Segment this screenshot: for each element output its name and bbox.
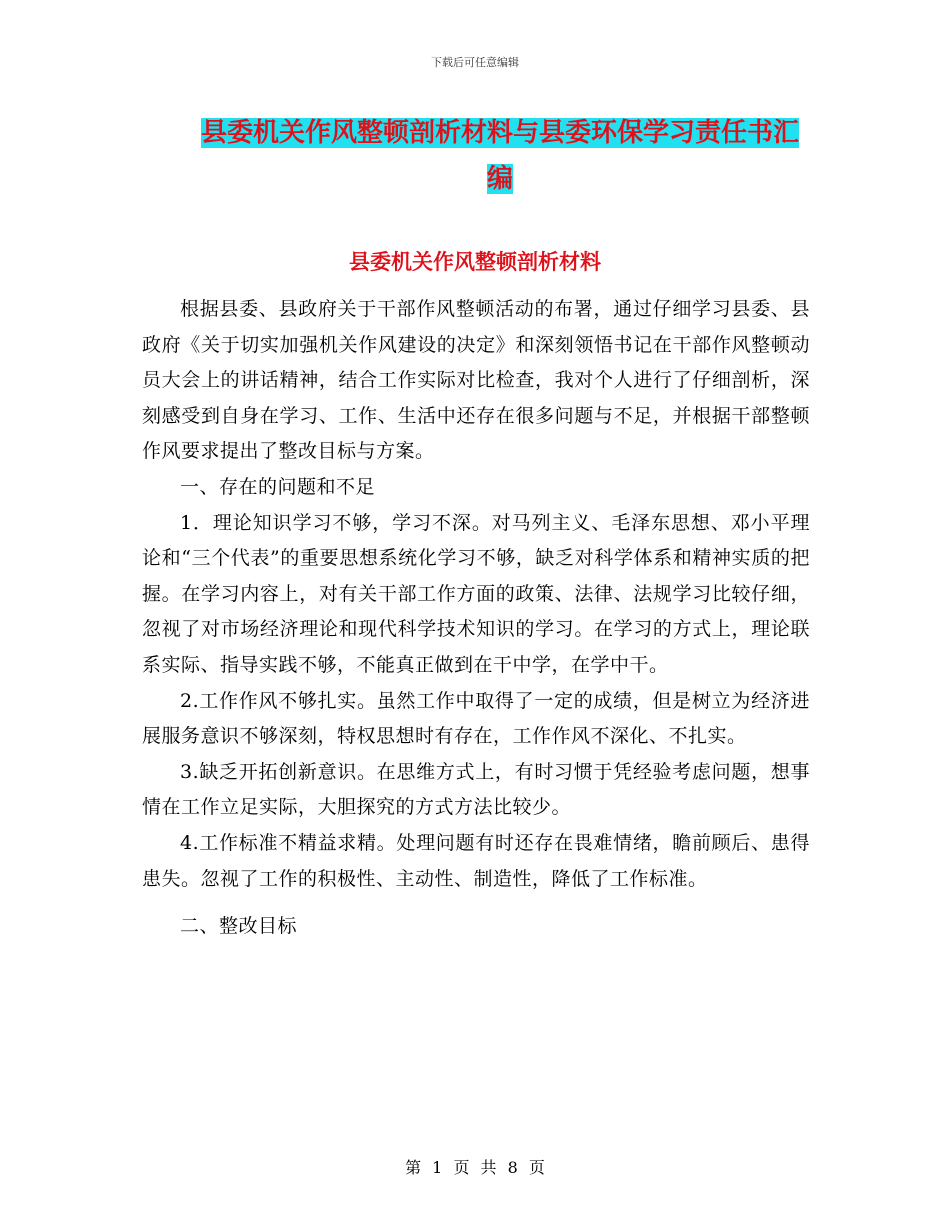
document-body <box>142 292 810 945</box>
page-footer: 第 1 页 共 8 页 <box>405 1158 545 1177</box>
section-title: 县委机关作风整顿剖析材料 <box>349 250 601 274</box>
paragraph-item-3: 3.缺乏开拓创新意识。在思维方式上，有时习惯于凭经验考虑问题，想事情在工作立足实际，大胆探究的方式方法比较少。 <box>142 760 810 819</box>
paragraph-item-1: 1．理论知识学习不够，学习不深。对马列主义、毛泽东思想、邓小平理论和“三个代表”的重要思想系统化学习不够，缺乏对科学体系和精神实质的把握。在学习内容上，对有关干部工作方面的政策、法律、法规学习比较仔细，忽视了对市场经济理论和现代科学技术知识的学习。在学习的方式上，理论联系实际、指导实践不够，不能真正做到在干中学，在学中干。 <box>142 511 810 676</box>
paragraph-item-2: 2.工作作风不够扎实。虽然工作中取得了一定的成绩，但是树立为经济进展服务意识不够深刻，特权思想时有存在，工作作风不深化、不扎实。 <box>142 689 810 748</box>
paragraph-heading-problems: 一、存在的问题和不足 <box>180 475 376 498</box>
document-title-text: 县委机关作风整顿剖析材料与县委环保学习责任书汇编 <box>200 118 799 194</box>
paragraph-heading-goals: 二、整改目标 <box>180 915 298 938</box>
paragraph-item-4: 4.工作标准不精益求精。处理问题有时还存在畏难情绪，瞻前顾后、患得患失。忽视了工作的积极性、主动性、制造性，降低了工作标准。 <box>142 831 810 890</box>
document-title <box>190 110 810 202</box>
header-note: 下载后可任意编辑 <box>431 56 519 69</box>
paragraph-intro: 根据县委、县政府关于干部作风整顿活动的布署，通过仔细学习县委、县政府《关于切实加强机关作风建设的决定》和深刻领悟书记在干部作风整顿动员大会上的讲话精神，结合工作实际对比检查，我对个人进行了仔细剖析，深刻感受到自身在学习、工作、生活中还存在很多问题与不足，并根据干部整顿作风要求提出了整改目标与方案。 <box>142 298 810 463</box>
